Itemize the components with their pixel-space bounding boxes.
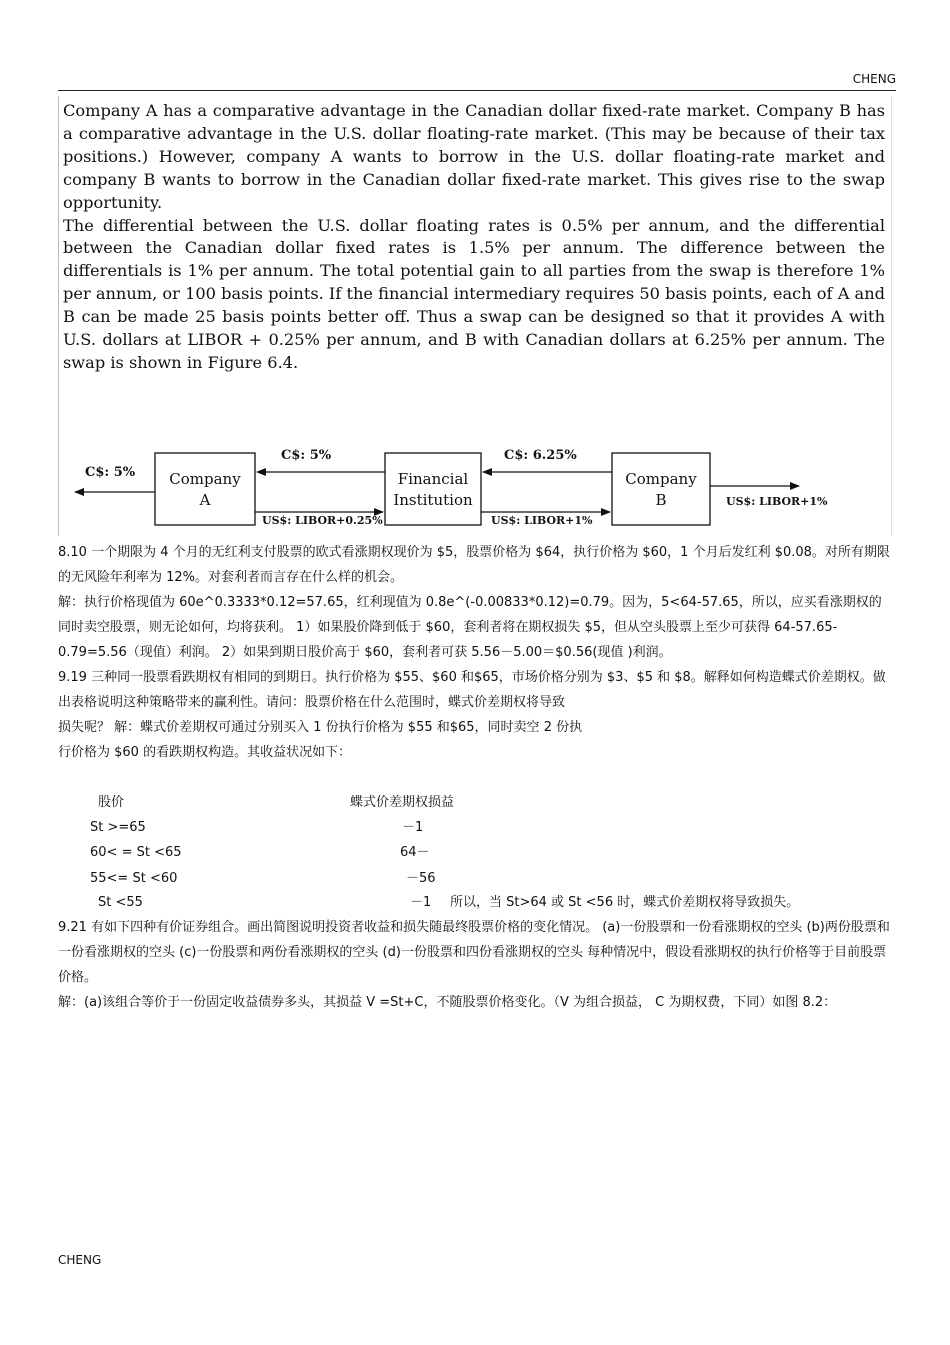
- table-header: [58, 790, 890, 815]
- excerpt-paragraph-2: The differential between the U.S. dollar floating rates is 0.5% per annum, and the differential between the Canadian dollar fixed rates is 1.5% per annum. The difference between the differentials is 1% per annum. The total potential gain to all parties from the swap is therefore 1% per annum, or 100 basis points. If the financial intermediary requires 50 basis points, each of A and B can be made 25 basis points better off. Thus a swap can be designed so that it provides A with U.S. dollars at LIBOR + 0.25% per annum, and B with Canadian dollars at 6.25% per annum. The swap is shown in Figure 6.4.: [63, 215, 885, 372]
- page-footer: CHENG: [58, 1253, 102, 1267]
- table-row: [58, 840, 890, 865]
- company-a-label-1: Company: [169, 470, 241, 488]
- row-range: 55<= St <60: [90, 871, 178, 886]
- company-b-label-1: Company: [625, 470, 697, 488]
- row-value: －1: [410, 895, 432, 910]
- financial-institution-box: [385, 453, 481, 525]
- table-row: [58, 890, 890, 915]
- col-header-pnl: 蝶式价差期权损益: [350, 795, 455, 810]
- excerpt-text: [63, 100, 885, 375]
- a-fi-top-label: C$: 5%: [281, 448, 332, 463]
- row-value: －56: [406, 871, 436, 886]
- row-value: －1: [402, 820, 424, 835]
- a-fi-bottom-label: US$: LIBOR+0.25%: [262, 514, 383, 527]
- right-out-label: US$: LIBOR+1%: [726, 495, 828, 508]
- answer-8-10: 解：执行价格现值为 60e^0.3333*0.12=57.65，红利现值为 0.8e^(-0.00833*0.12)=0.79。因为，5<64-57.65，所以，应买看涨期权的同时卖空股票，则无论如何，均将获利。 1）如果股价降到低于 $60，套利者将在期权损失 $5，但从空头股票上至少可获得 64-57.65-0.79=5.56（现值）利润。 2）如果到期日股价高于 $60，套利者可获 5.56－5.00＝$0.56(现值 )利润。: [58, 595, 882, 660]
- row-range: 60< = St <65: [90, 845, 182, 860]
- company-b-label-2: B: [655, 491, 667, 509]
- left-out-label: C$: 5%: [85, 465, 136, 480]
- page-header: [58, 65, 896, 91]
- question-9-19: 9.19 三种同一股票看跌期权有相同的到期日。执行价格为 $55、$60 和$65，市场价格分别为 $3、$5 和 $8。解释如何构造蝶式价差期权。做出表格说明这种策略带来的赢利性。请问：股票价格在什么范围时，蝶式价差期权将导致: [58, 670, 886, 710]
- fi-b-top-label: C$: 6.25%: [504, 448, 577, 463]
- header-text: CHENG: [852, 72, 896, 86]
- answer-text: [58, 540, 890, 765]
- fi-b-bottom-label: US$: LIBOR+1%: [491, 514, 593, 527]
- table-row: [58, 815, 890, 840]
- answer-9-21: 解：(a)该组合等价于一份固定收益债券多头，其损益 V =St+C，不随股票价格变化。（V 为组合损益， C 为期权费，下同）如图 8.2：: [58, 995, 837, 1010]
- company-b-box: [612, 453, 710, 525]
- row-value: 64－: [400, 845, 430, 860]
- question-9-21: 9.21 有如下四种有价证券组合。画出简图说明投资者收益和损失随最终股票价格的变化情况。 (a)一份股票和一份看涨期权的空头 (b)两份股票和一份看涨期权的空头 (c)一份股票和两份看涨期权的空头 (d)一份股票和四份看涨期权的空头 每种情况中，假设看涨期权的执行价格等于目前股票价格。: [58, 920, 890, 985]
- excerpt-paragraph-1: Company A has a comparative advantage in the Canadian dollar fixed-rate market. Company B has a comparative advantage in the U.S. dollar floating-rate market. (This may be because of their tax positions.) However, company A wants to borrow in the U.S. dollar floating-rate market and company B wants to borrow in the Canadian dollar fixed-rate market. This gives rise to the swap opportunity.: [63, 101, 885, 212]
- question-8-10: 8.10 一个期限为 4 个月的无红利支付股票的欧式看涨期权现价为 $5，股票价格为 $64，执行价格为 $60，1 个月后发红利 $0.08。对所有期限的无风险年利率为 12%。对套利者而言存在什么样的机会。: [58, 545, 890, 585]
- answer-9-19-line-2: 行价格为 $60 的看跌期权构造。其收益状况如下：: [58, 745, 352, 760]
- scanned-excerpt: [58, 96, 892, 536]
- company-a-label-2: A: [199, 491, 211, 509]
- company-a-box: [155, 453, 255, 525]
- answer-9-19-line-1: 损失呢？ 解：蝶式价差期权可通过分别买入 1 份执行价格为 $55 和$65，同时卖空 2 份执: [58, 720, 583, 735]
- col-header-price: 股价: [98, 795, 125, 810]
- table-row: [58, 866, 890, 891]
- fi-label-2: Institution: [393, 491, 473, 509]
- row-range: St <55: [98, 895, 143, 910]
- table-conclusion: 所以，当 St>64 或 St <56 时，蝶式价差期权将导致损失。: [450, 895, 800, 910]
- fi-label-1: Financial: [397, 470, 469, 488]
- row-range: St >=65: [90, 820, 146, 835]
- answer-text-continued: [58, 915, 890, 1015]
- swap-diagram: [59, 436, 891, 546]
